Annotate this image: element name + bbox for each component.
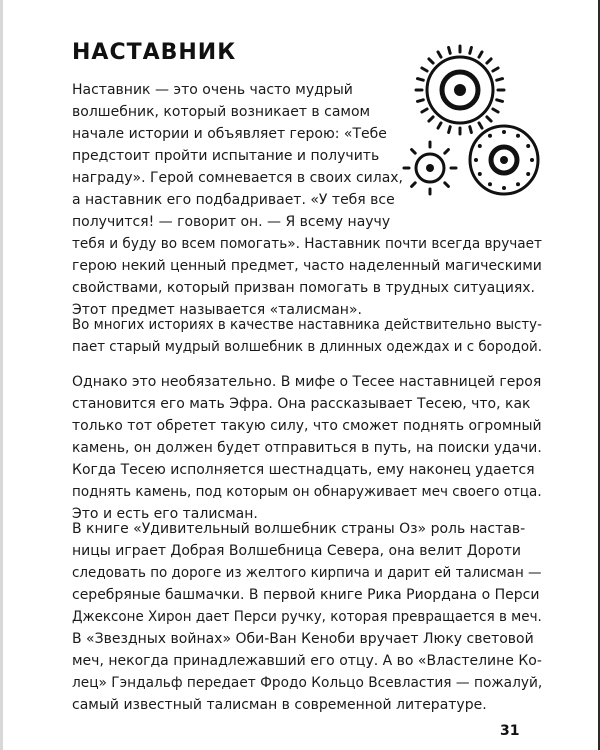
text-line: пает старый мудрый волшебник в длинных одеждах и с бородой.	[72, 339, 542, 355]
text-line: Этот предмет называется «талисман».	[72, 302, 362, 318]
page-left-edge	[0, 0, 3, 750]
text-line: камень, он должен будет отправиться в путь, на поиски удачи.	[72, 440, 542, 456]
paragraph-1	[72, 79, 542, 321]
paragraph-4	[72, 518, 542, 716]
text-line: тебя и буду во всем помогать». Наставник почти всегда вручает	[72, 236, 542, 252]
section-title: НАСТАВНИК	[72, 40, 237, 65]
page-number: 31	[500, 723, 520, 739]
text-line: Джексоне Хирон дает Перси ручку, которая превращается в меч.	[72, 609, 542, 625]
text-line: самый известный талисман в современной литературе.	[72, 697, 487, 713]
text-line: предстоит пройти испытание и получить	[72, 148, 380, 164]
text-line: только тот обретет такую силу, что сможет поднять огромный	[72, 418, 542, 434]
text-line: серебряные башмачки. В первой книге Рика Риордана о Перси	[72, 587, 540, 603]
text-line: а наставник его подбадривает. «У тебя все	[72, 192, 395, 208]
text-line: Это и есть его талисман.	[72, 506, 258, 522]
text-line: лец» Гэндальф передает Фродо Кольцо Всевластия — пожалуй,	[72, 675, 543, 691]
text-line: меч, некогда принадлежавший его отцу. А во «Властелине Ко-	[72, 653, 542, 669]
text-line: становится его мать Эфра. Она рассказывает Тесею, что, как	[72, 396, 531, 412]
text-line: Когда Тесею исполняется шестнадцать, ему наконец удается	[72, 462, 535, 478]
paragraph-2	[72, 314, 542, 358]
text-line: Однако это необязательно. В мифе о Тесее наставницей героя	[72, 374, 542, 390]
text-line: Наставник — это очень часто мудрый	[72, 82, 353, 98]
text-line: свойствами, который призван помогать в трудных ситуациях.	[72, 280, 535, 296]
text-line: волшебник, который возникает в самом	[72, 104, 371, 120]
text-line: герою некий ценный предмет, часто наделенный магическими	[72, 258, 542, 274]
text-line: награду». Герой сомневается в своих силах,	[72, 170, 404, 186]
text-line: ницы играет Добрая Волшебница Севера, она велит Дороти	[72, 543, 521, 559]
text-line: поднять камень, под которым он обнаруживает меч своего отца.	[72, 484, 542, 500]
text-line: следовать по дороге из желтого кирпича и дарит ей талисман —	[72, 565, 542, 581]
paragraph-3	[72, 371, 542, 525]
text-line: получится! — говорит он. — Я всему научу	[72, 214, 391, 230]
text-line: начале истории и объявляет герою: «Тебе	[72, 126, 387, 142]
text-line: В книге «Удивительный волшебник страны Оз» роль настав-	[72, 521, 526, 537]
text-line: В «Звездных войнах» Оби-Ван Кеноби вручает Люку световой	[72, 631, 534, 647]
text-line: Во многих историях в качестве наставника действительно высту-	[72, 317, 542, 333]
